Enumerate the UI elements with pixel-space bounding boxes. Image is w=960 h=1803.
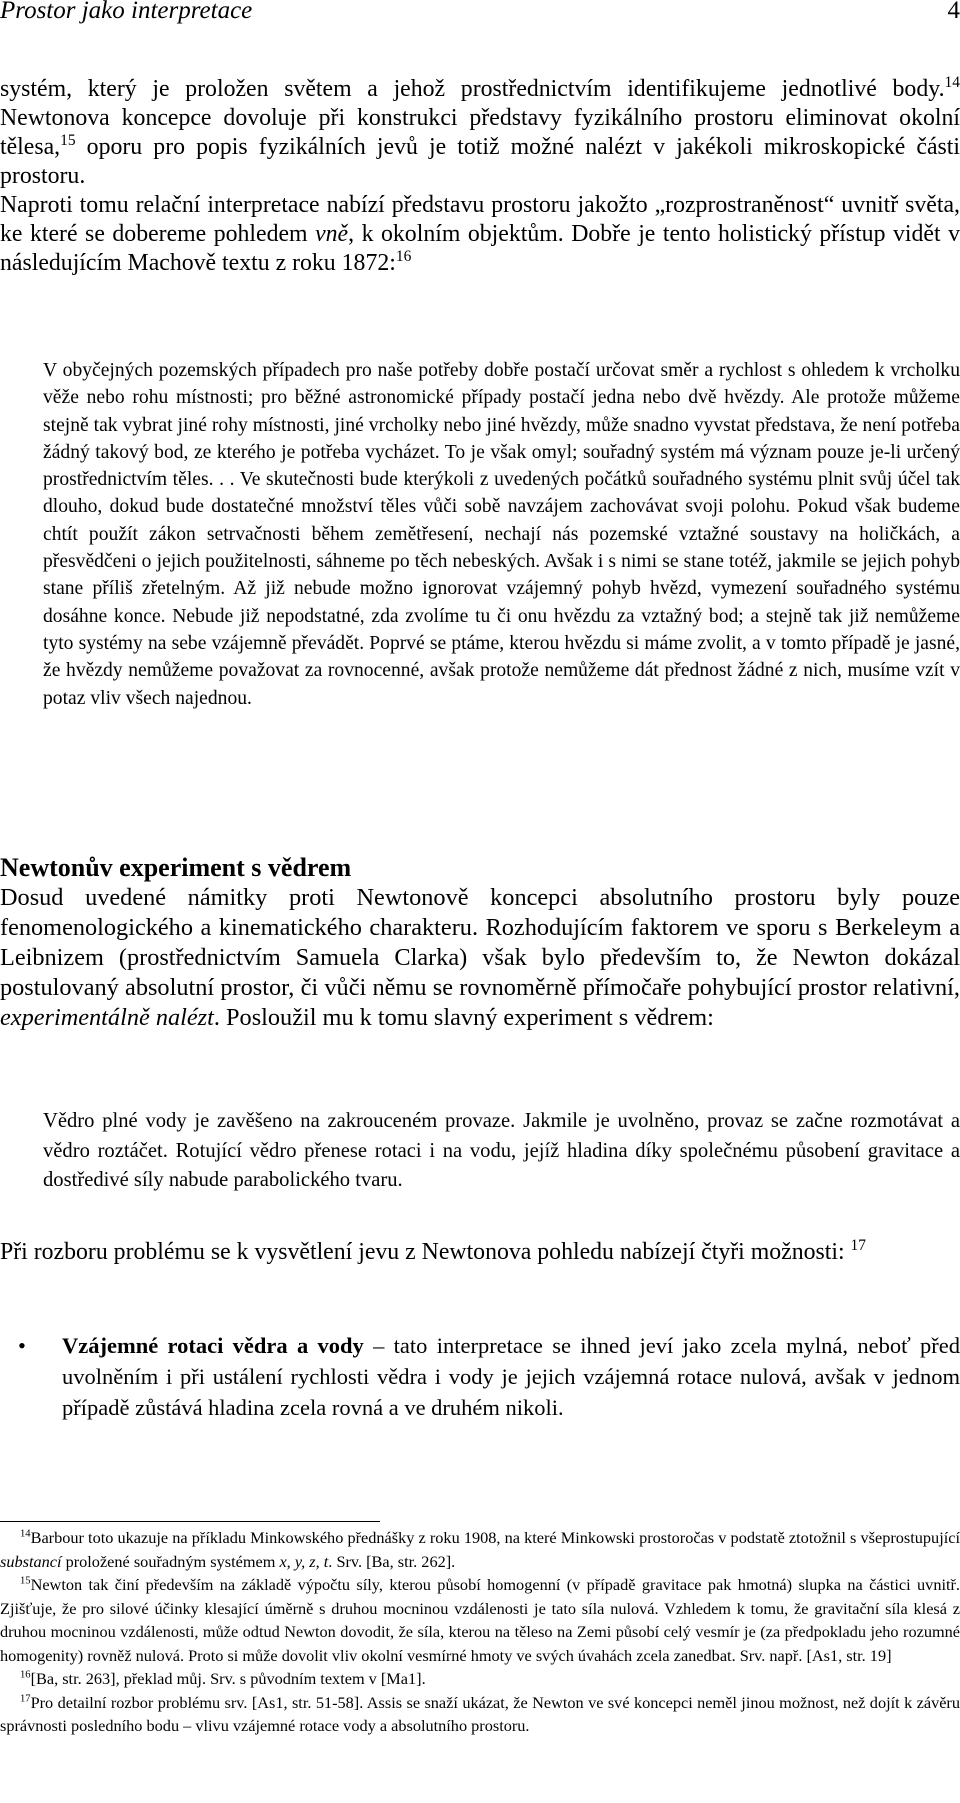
paragraph-intro: systém, který je proložen světem a jehož prostřednictvím identifikujeme jednotlivé body.$^{14}$ Newtonova koncepce dovoluje při konstrukci představy fyzikálního prostoru eliminovat okolní tělesa,$^{15}$ oporu pro popis fyzikálních jevů je totiž možné nalézt v jakékoli mikroskopické části prostoru. Naproti tomu relační interpretace nabízí představu prostoru jakožto „rozprostraněnost“ uvnitř světa, ke které se dobereme pohledem vně, k okolním objektům. Dobře je tento holistický přístup vidět v následujícím Machově textu z roku 1872:$^{16}$ bbox=[0, 74, 960, 276]
footnote-ref-17[interactable]: 17 bbox=[850, 1237, 866, 1255]
footnote-ref-15[interactable]: 15 bbox=[60, 132, 76, 150]
footnote-15: $^{15}$Newton tak činí především na základě výpočtu síly, kterou působí homogenní (v případě gravitace pak hmotná) slupka na částici uvnitř. Zjišťuje, že pro silové účinky klesající úměrně s druhou mocninou vzdálenosti je tato síla nulová. Vzhledem k tomu, že gravitační síla klesá z druhou mocninou vzdálenosti, může odtud Newton dovodit, že síla, kterou na těleso na Zemi působí celý vesmír je (za předpokladu jeho rozumné homogenity) rovněž nulová. Proto si může dovolit vliv okolní vesmírné hmoty ve svých úvahách zcela zanedbat. Srv. např. [As1, str. 19] bbox=[0, 1575, 960, 1665]
running-header bbox=[0, 0, 960, 28]
footnotes bbox=[0, 1526, 960, 1738]
running-title: Prostor jako interpretace bbox=[0, 0, 253, 24]
footnote-17: $^{17}$Pro detailní rozbor problému srv. [As1, str. 51-58]. Assis se snaží ukázat, že Newton ve své koncepci neměl jinou možnost, než dojít k závěru správnosti posledního bodu – vlivu vzájemné rotace vody a absolutního prostoru. bbox=[0, 1692, 960, 1735]
section-heading: Newtonův experiment s vědrem bbox=[0, 853, 352, 882]
block-quote-mach: V obyčejných pozemských případech pro naše potřeby dobře postačí určovat směr a rychlost s ohledem k vrcholku věže nebo rohu místnosti; pro běžné astronomické případy postačí jedna nebo dvě hvězdy. Ale protože můžeme stejně tak vybrat jiné rohy místnosti, jiné vrcholky nebo jiné hvězdy, může snadno vyvstat představa, že není potřeba žádný takový bod, ze kterého je potřeba vycházet. To je však omyl; souřadný systém má význam pouze je-li určený prostřednictvím těles. . . Ve skutečnosti bude kterýkoli z uvedených počátků souřadného systému plnit svůj účel tak dlouho, dokud bude dostatečné množství těles vůči sobě navzájem zachovávat svoji polohu. Pokud však budeme chtít použít zákon setrvačnosti během zemětřesení, nechají nás pozemské vztažné soustavy na holičkách, a přesvědčeni o jejich použitelnosti, sáhneme po těch nebeských. Avšak i s nimi se stane totéž, jakmile se jejich pohyb stane příliš zřetelným. Až již nebude možno ignorovat vzájemný pohyb hvězd, vymezení souřadného systému dosáhne konce. Nebude již nepodstatné, zda zvolíme tu či onu hvězdu za vztažný bod; a stejně tak již nemůžeme tyto systémy na sebe vzájemně převádět. Poprvé se ptáme, kterou hvězdu si máme zvolit, a v tomto případě je jasné, že hvězdy nemůžeme považovat za rovnocenné, avšak protože nemůžeme dát přednost žádné z nich, musíme vzít v potaz vliv všech najednou. bbox=[43, 360, 960, 709]
footnote-ref-16[interactable]: 16 bbox=[395, 248, 412, 266]
paragraph-possibilities: Při rozboru problému se k vysvětlení jevu z Newtonova pohledu nabízejí čtyři možnosti: $^{17}$ bbox=[0, 1237, 866, 1265]
footnote-14: $^{14}$Barbour toto ukazuje na příkladu Minkowského přednášky z roku 1908, na které Minkowski prostoročas v podstatě ztotožnil s všeprostupující substancí proložené souřadným systémem x, y, z, t. Srv. [Ba, str. 262]. bbox=[0, 1528, 960, 1571]
paragraph-bucket-intro: Dosud uvedené námitky proti Newtonově koncepci absolutního prostoru byly pouze fenomenologického a kinematického charakteru. Rozhodujícím faktorem ve sporu s Berkeleym a Leibnizem (prostřednictvím Samuela Clarka) však bylo především to, že Newton dokázal postulovaný absolutní prostor, či vůči němu se rovnoměrně přímočaře pohybující prostor relativní, experimentálně nalézt. Posloužil mu k tomu slavný experiment s vědrem: bbox=[0, 884, 960, 1031]
footnote-16: $^{16}$[Ba, str. 263], překlad můj. Srv. s původním textem v [Ma1]. bbox=[20, 1669, 426, 1688]
footnote-ref-14[interactable]: 14 bbox=[944, 74, 960, 92]
bullet-marker: • bbox=[18, 1333, 26, 1358]
footnote-divider bbox=[0, 1521, 380, 1522]
list-item: • Vzájemné rotaci vědra a vody – tato interpretace se ihned jeví jako zcela mylná, neboť před uvolněním i při ustálení rychlosti vědra i vody je jejich vzájemná rotace nulová, avšak v jednom případě zůstává hladina zcela rovná a ve druhém nikoli. bbox=[0, 1330, 960, 1423]
block-quote-bucket: Vědro plné vody je zavěšeno na zakrouceném provaze. Jakmile je uvolněno, provaz se začne rozmotávat a vědro roztáčet. Rotující vědro přenese rotaci i na vodu, jejíž hladina díky společnému působení gravitace a dostředivé síly nabude parabolického tvaru. bbox=[43, 1110, 960, 1191]
bullet-term: Vzájemné rotaci vědra a vody bbox=[62, 1333, 364, 1358]
page-number: 4 bbox=[947, 0, 960, 24]
